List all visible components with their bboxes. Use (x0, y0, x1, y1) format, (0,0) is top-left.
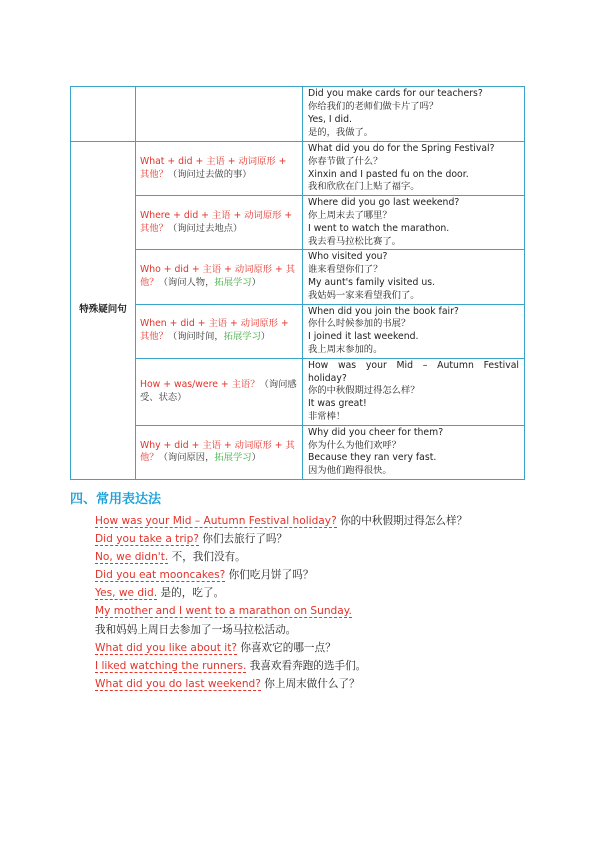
example-line: 因为他们跑得很快。 (308, 465, 392, 477)
pattern-note: （询问人物， (158, 276, 215, 288)
pattern-note: （询问感受、状态） (140, 378, 297, 403)
example-line: 非常棒！ (308, 410, 346, 422)
chinese-translation: 不，我们没有。 (168, 551, 246, 564)
table-row (71, 250, 525, 304)
table-row (71, 142, 525, 196)
english-phrase: Did you eat mooncakes? (95, 569, 226, 582)
pattern-text: How + was/were + 主语？ (140, 378, 260, 390)
chinese-translation: 你上周末做什么了？ (260, 677, 360, 690)
pattern-text: Where + did + 主语 + 动词原形 + 其他？ (140, 209, 293, 234)
example-line: How was your Mid – Autumn Festival (308, 359, 519, 371)
english-phrase: I liked watching the runners. (95, 659, 247, 672)
example-line: 谁来看望你们了？ (308, 264, 383, 276)
english-phrase: My mother and I went to a marathon on Sunday. (95, 605, 352, 618)
pattern-text: Who + did + 主语 + 动词原形 + 其他？ (140, 264, 296, 288)
example-cell (303, 358, 525, 425)
chinese-translation: 你的中秋假期过得怎么样？ (336, 515, 468, 527)
example-line: Where did you go last weekend? (308, 197, 460, 209)
example-line: When did you join the book fair? (308, 305, 459, 317)
english-phrase: What did you like about it? (95, 641, 237, 654)
example-line: 我去看马拉松比赛了。 (308, 235, 401, 247)
table-row (71, 304, 525, 358)
example-line: My aunt's family visited us. (308, 276, 436, 288)
example-line: I joined it last weekend. (308, 331, 419, 343)
expression-line (95, 584, 467, 602)
english-phrase: Did you take a trip? (95, 533, 199, 546)
example-cell (303, 250, 525, 304)
example-cell (303, 425, 525, 479)
example-line: 是的，我做了。 (308, 126, 374, 138)
chinese-translation: 是的，吃了。 (157, 587, 225, 600)
example-cell (303, 87, 525, 142)
example-line: Who visited you? (308, 251, 388, 263)
example-line: 你给我们的老师们做卡片了吗？ (308, 101, 439, 113)
chinese-translation: 我喜欢看奔跑的选手们。 (246, 659, 367, 672)
example-line: 我姑妈一家来看望我们了。 (308, 289, 420, 301)
chinese-translation: 我和妈妈上周日去参加了一场马拉松活动。 (95, 623, 297, 636)
expression-line (95, 512, 467, 530)
table-row (71, 358, 525, 425)
chinese-translation: 你们去旅行了吗？ (198, 533, 288, 546)
pattern-note-end: ） (251, 452, 261, 464)
table-row (71, 425, 525, 479)
example-line: Xinxin and I pasted fu on the door. (308, 168, 469, 180)
empty-cell (71, 87, 136, 142)
pattern-cell (136, 250, 303, 304)
example-line: Because they ran very fast. (308, 452, 437, 464)
expression-line (95, 657, 467, 675)
example-cell (303, 304, 525, 358)
english-phrase: What did you do last weekend? (95, 677, 261, 690)
expression-line (95, 639, 467, 657)
example-line: Why did you cheer for them? (308, 426, 444, 438)
english-phrase: No, we didn't. (95, 551, 169, 564)
english-phrase: Yes, we did. (95, 587, 158, 600)
pattern-note: （询问原因， (158, 452, 215, 464)
expression-line (95, 675, 467, 693)
expression-line (95, 548, 467, 566)
pattern-text: When + did + 主语 + 动词原形 + 其他？ (140, 318, 289, 343)
pattern-note: （询问过去地点） (167, 222, 243, 234)
example-line: It was great! (308, 398, 367, 410)
example-line: 你春节做了什么？ (308, 155, 383, 167)
pattern-note-end: ） (260, 331, 271, 343)
example-cell (303, 196, 525, 250)
expression-line (95, 621, 467, 639)
pattern-text: Why + did + 主语 + 动词原形 + 其他？ (140, 439, 295, 464)
chinese-translation: 你们吃月饼了吗？ (225, 569, 314, 582)
english-phrase: How was your Mid – Autumn Festival holiday? (95, 515, 337, 527)
expression-list (95, 512, 467, 693)
pattern-note-end: ） (251, 276, 261, 288)
example-line: 你什么时候参加的书展？ (308, 318, 411, 330)
pattern-cell (136, 304, 303, 358)
expression-line (95, 530, 467, 548)
table-row (71, 196, 525, 250)
example-line: What did you do for the Spring Festival? (308, 143, 495, 154)
pattern-cell (136, 196, 303, 250)
pattern-cell (136, 358, 303, 425)
example-line: I went to watch the marathon. (308, 222, 450, 234)
example-line: 我上周末参加的。 (308, 343, 383, 355)
extension-label: 拓展学习 (214, 276, 252, 288)
table-row (71, 87, 525, 142)
category-cell: 特殊疑问句 (71, 142, 136, 480)
example-line: 你的中秋假期过得怎么样？ (308, 385, 420, 397)
example-line: Yes, I did. (308, 114, 352, 125)
example-line: 你为什么为他们欢呼？ (308, 439, 401, 451)
example-line: 我和欣欣在门上贴了福字。 (308, 181, 420, 193)
extension-label: 拓展学习 (214, 452, 252, 464)
example-line: holiday? (308, 372, 347, 384)
pattern-text: What + did + 主语 + 动词原形 + 其他？ (140, 155, 287, 180)
empty-cell (136, 87, 303, 142)
section-heading: 四、常用表达法 (70, 492, 162, 507)
pattern-cell (136, 425, 303, 479)
example-line: Did you make cards for our teachers? (308, 88, 483, 100)
extension-label: 拓展学习 (223, 331, 261, 343)
expression-line (95, 602, 467, 620)
pattern-note: （询问时间， (167, 331, 224, 343)
example-line: 你上周末去了哪里？ (308, 209, 392, 221)
pattern-note: （询问过去做的事） (167, 168, 252, 180)
pattern-cell (136, 142, 303, 196)
expression-line (95, 566, 467, 584)
example-cell (303, 142, 525, 196)
chinese-translation: 你喜欢它的哪一点？ (236, 641, 336, 654)
grammar-table (70, 86, 525, 480)
